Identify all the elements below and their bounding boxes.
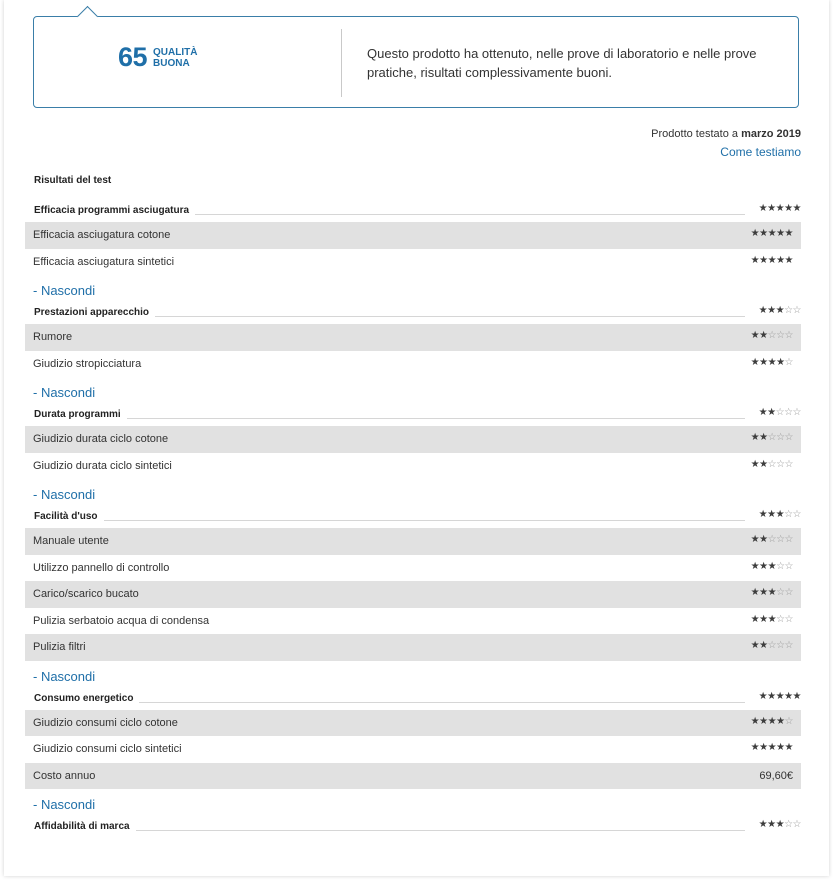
star-filled-icon: ★: [750, 432, 760, 443]
category-label: Affidabilità di marca: [34, 821, 136, 832]
hide-section-link-container: [25, 661, 801, 686]
star-filled-icon: ★: [759, 228, 768, 239]
result-row: [25, 324, 801, 351]
star-filled-icon: ★: [767, 305, 776, 316]
hide-section-link-container: [25, 377, 801, 402]
star-filled-icon: ★: [750, 560, 760, 572]
star-filled-icon: ★: [759, 715, 768, 727]
hide-section-link-container: [25, 789, 801, 814]
star-empty-icon: ☆: [776, 587, 785, 598]
star-filled-icon: ★: [792, 690, 801, 702]
star-empty-icon: ☆: [767, 432, 777, 443]
star-filled-icon: ★: [750, 356, 760, 368]
star-filled-icon: ★: [767, 356, 777, 368]
result-label: Giudizio durata ciclo cotone: [33, 433, 169, 445]
star-filled-icon: ★: [776, 715, 785, 727]
star-filled-icon: ★: [759, 254, 768, 266]
star-empty-icon: ☆: [784, 509, 793, 520]
star-filled-icon: ★: [750, 228, 760, 239]
star-empty-icon: ☆: [775, 407, 785, 418]
star-filled-icon: ★: [776, 228, 785, 239]
star-filled-icon: ★: [758, 407, 768, 418]
result-label: Giudizio stropicciatura: [33, 357, 142, 370]
hide-section-link[interactable]: - Nascondi: [33, 668, 96, 684]
star-empty-icon: ☆: [776, 640, 785, 651]
result-row: [25, 453, 801, 480]
quality-label-line2: BUONA: [153, 58, 190, 69]
result-label: Efficacia asciugatura cotone: [33, 229, 171, 241]
star-filled-icon: ★: [759, 432, 768, 443]
star-empty-icon: ☆: [784, 330, 793, 341]
summary-description: Questo prodotto ha ottenuto, nelle prove di laboratorio e nelle prove pratiche, risultati complessivamente buoni.: [367, 46, 757, 80]
result-label: Utilizzo pannello di controllo: [33, 561, 170, 574]
category-underline: [34, 520, 745, 521]
star-filled-icon: ★: [750, 640, 760, 651]
star-filled-icon: ★: [759, 458, 768, 470]
star-empty-icon: ☆: [784, 587, 793, 598]
star-filled-icon: ★: [767, 613, 777, 625]
star-filled-icon: ★: [767, 254, 777, 266]
tested-date: [651, 128, 801, 140]
category-underline: [34, 830, 745, 831]
star-empty-icon: ☆: [784, 819, 793, 830]
how-we-test-link[interactable]: Come testiamo: [720, 145, 801, 159]
tested-month: marzo 2019: [741, 128, 801, 140]
result-row: [25, 426, 801, 453]
result-label: Rumore: [33, 331, 73, 343]
category-header: [25, 814, 801, 838]
star-rating: [751, 357, 793, 369]
star-rating: [759, 305, 801, 317]
star-filled-icon: ★: [784, 254, 793, 266]
star-empty-icon: ☆: [776, 534, 785, 545]
star-rating: [751, 432, 793, 444]
star-empty-icon: ☆: [767, 458, 777, 470]
result-label: Giudizio consumi ciclo cotone: [33, 716, 178, 729]
star-filled-icon: ★: [775, 305, 785, 316]
star-rating: [759, 509, 801, 521]
star-filled-icon: ★: [758, 819, 768, 830]
result-label: Costo annuo: [33, 769, 96, 782]
star-filled-icon: ★: [758, 690, 768, 702]
summary-divider: [341, 29, 342, 97]
star-filled-icon: ★: [775, 819, 785, 830]
star-empty-icon: ☆: [776, 432, 785, 443]
star-rating: [751, 587, 793, 599]
star-rating: [751, 330, 793, 342]
star-filled-icon: ★: [776, 742, 785, 753]
star-filled-icon: ★: [758, 509, 768, 520]
category-label: Facilità d'uso: [34, 511, 104, 522]
star-empty-icon: ☆: [767, 640, 777, 651]
hide-section-link-container: [25, 275, 801, 300]
result-row: [25, 763, 801, 790]
star-filled-icon: ★: [750, 330, 760, 341]
star-filled-icon: ★: [767, 742, 777, 753]
result-row: [25, 710, 801, 737]
star-filled-icon: ★: [775, 690, 785, 702]
star-empty-icon: ☆: [792, 819, 801, 830]
category-header: [25, 686, 801, 710]
result-row: [25, 634, 801, 661]
star-empty-icon: ☆: [792, 509, 801, 520]
star-empty-icon: ☆: [776, 613, 785, 625]
star-empty-icon: ☆: [784, 534, 793, 545]
star-filled-icon: ★: [758, 305, 768, 316]
tested-prefix: Prodotto testato a: [651, 128, 738, 140]
star-empty-icon: ☆: [776, 560, 785, 572]
star-rating: [751, 561, 793, 573]
star-empty-icon: ☆: [784, 715, 793, 727]
star-rating: [759, 407, 801, 419]
star-filled-icon: ★: [776, 356, 785, 368]
star-empty-icon: ☆: [792, 407, 801, 418]
result-label: Giudizio durata ciclo sintetici: [33, 459, 172, 472]
category-label: Prestazioni apparecchio: [34, 307, 155, 318]
star-filled-icon: ★: [750, 742, 760, 753]
category-header: [25, 198, 801, 222]
star-rating: [751, 459, 793, 471]
star-empty-icon: ☆: [784, 560, 793, 572]
star-rating: [751, 228, 793, 240]
star-rating: [751, 534, 793, 546]
star-filled-icon: ★: [784, 742, 793, 753]
star-filled-icon: ★: [767, 560, 777, 572]
star-filled-icon: ★: [759, 613, 768, 625]
result-label: Manuale utente: [33, 535, 109, 547]
star-empty-icon: ☆: [784, 613, 793, 625]
result-label: Pulizia serbatoio acqua di condensa: [33, 614, 210, 627]
category-header: [25, 300, 801, 324]
star-filled-icon: ★: [767, 228, 777, 239]
result-row: [25, 351, 801, 378]
hide-section-link[interactable]: - Nascondi: [33, 797, 96, 812]
results-list: [25, 198, 801, 838]
star-filled-icon: ★: [750, 254, 760, 266]
star-filled-icon: ★: [759, 742, 768, 753]
quality-label-line1: QUALITÀ: [153, 47, 198, 58]
star-rating: [751, 255, 793, 267]
result-row: [25, 249, 801, 276]
star-rating: [759, 691, 801, 703]
star-filled-icon: ★: [759, 534, 768, 545]
star-filled-icon: ★: [750, 715, 760, 727]
star-empty-icon: ☆: [784, 407, 793, 418]
star-filled-icon: ★: [759, 330, 768, 341]
result-label: Efficacia asciugatura sintetici: [33, 255, 175, 268]
star-rating: [759, 819, 801, 831]
star-filled-icon: ★: [767, 587, 777, 598]
star-empty-icon: ☆: [767, 330, 777, 341]
star-empty-icon: ☆: [776, 458, 785, 470]
star-filled-icon: ★: [759, 640, 768, 651]
hide-section-link[interactable]: - Nascondi: [33, 283, 96, 298]
results-title: Risultati del test: [34, 175, 112, 186]
star-filled-icon: ★: [750, 613, 760, 625]
star-empty-icon: ☆: [792, 305, 801, 316]
result-row: [25, 581, 801, 608]
star-filled-icon: ★: [758, 203, 768, 214]
quality-score: 65: [118, 42, 148, 72]
category-header: [25, 402, 801, 426]
star-filled-icon: ★: [775, 509, 785, 520]
star-filled-icon: ★: [750, 587, 760, 598]
star-filled-icon: ★: [784, 690, 793, 702]
category-header: [25, 504, 801, 528]
star-rating: [751, 742, 793, 754]
star-rating: [751, 640, 793, 652]
star-filled-icon: ★: [767, 690, 776, 702]
star-filled-icon: ★: [759, 587, 768, 598]
hide-section-link[interactable]: - Nascondi: [33, 385, 96, 400]
result-row: [25, 555, 801, 582]
star-filled-icon: ★: [767, 819, 776, 830]
category-label: Durata programmi: [34, 409, 127, 420]
star-filled-icon: ★: [775, 203, 785, 214]
star-filled-icon: ★: [792, 203, 801, 214]
star-rating: [751, 716, 793, 728]
result-row: [25, 528, 801, 555]
star-filled-icon: ★: [767, 203, 776, 214]
star-filled-icon: ★: [784, 228, 793, 239]
result-label: Giudizio consumi ciclo sintetici: [33, 743, 182, 755]
star-filled-icon: ★: [759, 356, 768, 368]
star-filled-icon: ★: [767, 407, 776, 418]
star-empty-icon: ☆: [784, 640, 793, 651]
star-rating: [751, 614, 793, 626]
star-filled-icon: ★: [776, 254, 785, 266]
result-label: Carico/scarico bucato: [33, 588, 139, 600]
category-underline: [34, 702, 745, 703]
result-row: [25, 736, 801, 763]
result-value: 69,60€: [759, 769, 793, 782]
star-rating: [759, 203, 801, 215]
star-empty-icon: ☆: [784, 356, 793, 368]
star-filled-icon: ★: [750, 458, 760, 470]
star-filled-icon: ★: [750, 534, 760, 545]
category-underline: [34, 418, 745, 419]
quality-label: [153, 47, 197, 69]
category-label: Efficacia programmi asciugatura: [34, 205, 195, 216]
star-filled-icon: ★: [784, 203, 793, 214]
result-label: Pulizia filtri: [33, 641, 86, 653]
hide-section-link-container: [25, 479, 801, 504]
hide-section-link[interactable]: - Nascondi: [33, 487, 96, 502]
star-empty-icon: ☆: [784, 458, 793, 470]
star-filled-icon: ★: [767, 715, 777, 727]
category-label: Consumo energetico: [34, 693, 139, 704]
star-empty-icon: ☆: [784, 432, 793, 443]
quality-summary-box: [33, 16, 799, 108]
star-empty-icon: ☆: [784, 305, 793, 316]
star-empty-icon: ☆: [767, 534, 777, 545]
star-filled-icon: ★: [767, 509, 776, 520]
star-empty-icon: ☆: [776, 330, 785, 341]
result-row: [25, 608, 801, 635]
result-row: [25, 222, 801, 249]
star-filled-icon: ★: [759, 560, 768, 572]
